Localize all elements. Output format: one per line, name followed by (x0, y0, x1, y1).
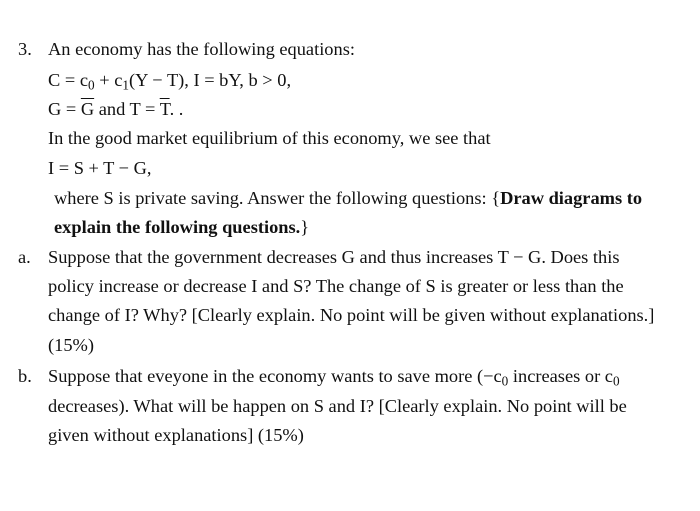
part-b-label: b. (18, 366, 32, 386)
saving-identity-equation: I = S + T − G, (48, 158, 152, 178)
question-intro: An economy has the following equations: (48, 39, 355, 59)
part-b-line-3: given without explanations] (15%) (48, 425, 304, 445)
instruction-line-1: where S is private saving. Answer the following questions: {Draw diagrams to (54, 188, 643, 208)
consumption-investment-equation: $C = c_0 + c_1(Y - T)$, I = bY, b > 0, (48, 70, 292, 93)
part-b-line-1: Suppose that eveyone in the economy wants to save more ($-c_0$ increases or $c_0$ (48, 366, 620, 389)
government-tax-equation: $G = \overline{G}$ and $T = \overline{T}$. . (48, 99, 184, 119)
equilibrium-context: In the good market equilibrium of this economy, we see that (48, 128, 491, 148)
part-a-line-2: policy increase or decrease I and S? The change of S is greater or less than the (48, 276, 624, 296)
instruction-line-2: explain the following questions.} (54, 217, 310, 237)
part-a-label: a. (18, 247, 31, 267)
part-a-line-1: Suppose that the government decreases G and thus increases T − G. Does this (48, 247, 620, 267)
part-a-line-4: (15%) (48, 335, 94, 355)
part-a-line-3: change of I? Why? [Clearly explain. No point will be given without explanations.] (48, 305, 655, 325)
part-b-line-2: decreases). What will be happen on S and I? [Clearly explain. No point will be (48, 396, 627, 416)
question-number: 3. (18, 39, 32, 59)
